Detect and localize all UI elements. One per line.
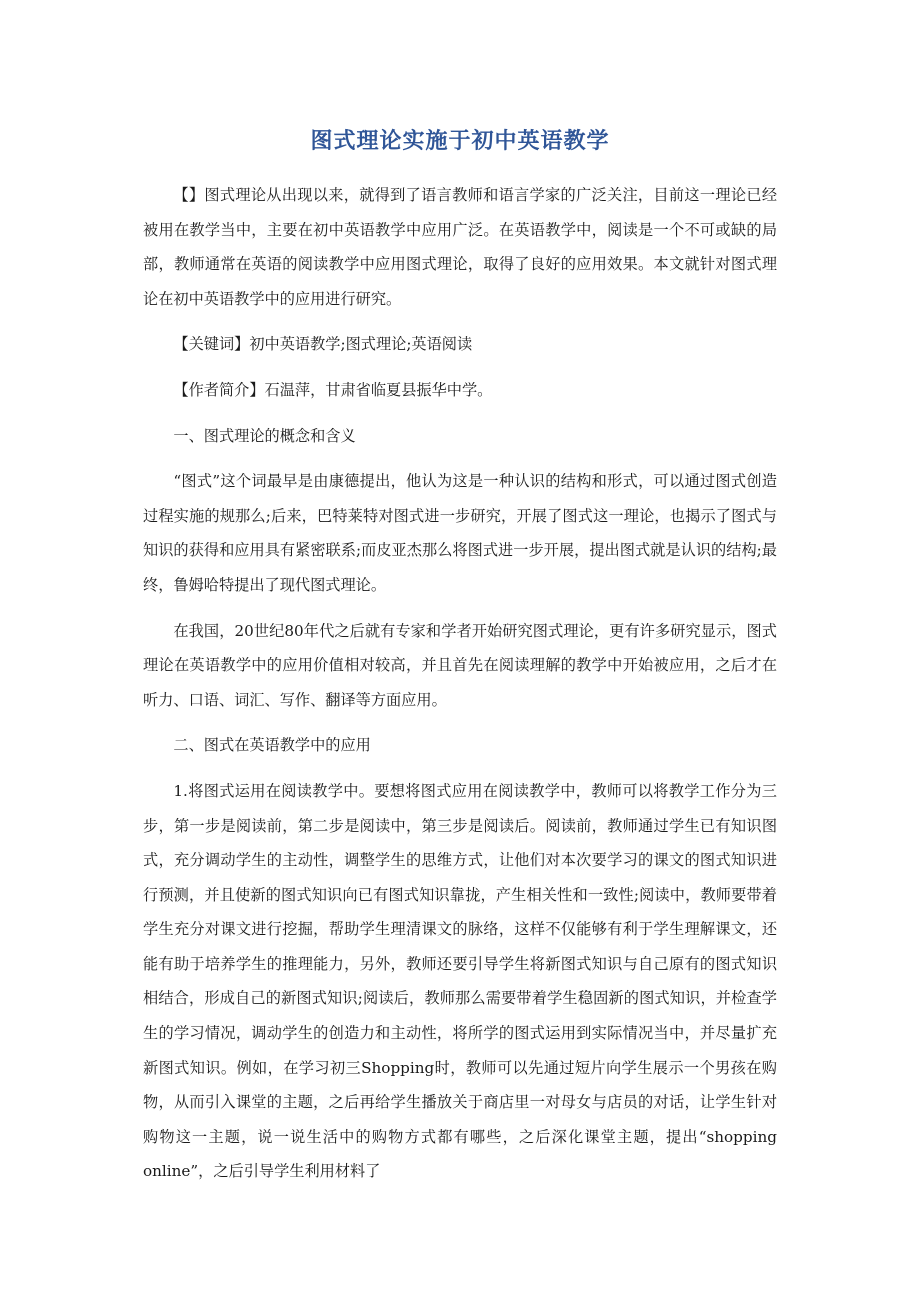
keywords-paragraph: 【关键词】初中英语教学;图式理论;英语阅读 bbox=[173, 335, 473, 354]
body-paragraph: 1.将图式运用在阅读教学中。要想将图式应用在阅读教学中，教师可以将教学工作分为三步，第一步是阅读前，第二步是阅读中，第三步是阅读后。阅读前，教师通过学生已有知识图式，充分调动学生的主动性，调整学生的思维方式，让他们对本次要学习的课文的图式知识进行预测，并且使新的图式知识向已有图式知识靠拢，产生相关性和一致性;阅读中，教师要带着学生充分对课文进行挖掘，帮助学生理清课文的脉络，这样不仅能够有利于学生理解课文，还能有助于培养学生的推理能力，另外，教师还要引导学生将新图式知识与自己原有的图式知识相结合，形成自己的新图式知识;阅读后，教师那么需要带着学生稳固新的图式知识，并检查学生的学习情况，调动学生的创造力和主动性，将所学的图式运用到实际情况当中，并尽量扩充新图式知识。例如，在学习初三Shopping时，教师可以先通过短片向学生展示一个男孩在购物，从而引入课堂的主题，之后再给学生播放关于商店里一对母女与店员的对话，让学生针对购物这一主题，说一说生活中的购物方式都有哪些，之后深化课堂主题，提出“shopping online”，之后引导学生利用材料了 bbox=[143, 781, 777, 1181]
section-heading-2: 二、图式在英语教学中的应用 bbox=[173, 736, 371, 755]
author-paragraph: 【作者简介】石温萍，甘肃省临夏县振华中学。 bbox=[173, 380, 493, 399]
section-heading-1: 一、图式理论的概念和含义 bbox=[173, 426, 356, 445]
document-title: 图式理论实施于初中英语教学 bbox=[310, 129, 610, 154]
body-paragraph: 在我国，20世纪80年代之后就有专家和学者开始研究图式理论，更有许多研究显示，图式理论在英语教学中的应用价值相对较高，并且首先在阅读理解的教学中开始被应用，之后才在听力、口语、词汇、写作、翻译等方面应用。 bbox=[143, 621, 777, 709]
document-body bbox=[143, 178, 777, 1200]
abstract-paragraph: 【】图式理论从出现以来，就得到了语言教师和语言学家的广泛关注，目前这一理论已经被用在教学当中，主要在初中英语教学中应用广泛。在英语教学中，阅读是一个不可或缺的局部，教师通常在英语的阅读教学中应用图式理论，取得了良好的应用效果。本文就针对图式理论在初中英语教学中的应用进行研究。 bbox=[143, 186, 777, 308]
body-paragraph: “图式”这个词最早是由康德提出，他认为这是一种认识的结构和形式，可以通过图式创造过程实施的规那么;后来，巴特莱特对图式进一步研究，开展了图式这一理论，也揭示了图式与知识的获得和应用具有紧密联系;而皮亚杰那么将图式进一步开展，提出图式就是认识的结构;最终，鲁姆哈特提出了现代图式理论。 bbox=[143, 472, 777, 594]
